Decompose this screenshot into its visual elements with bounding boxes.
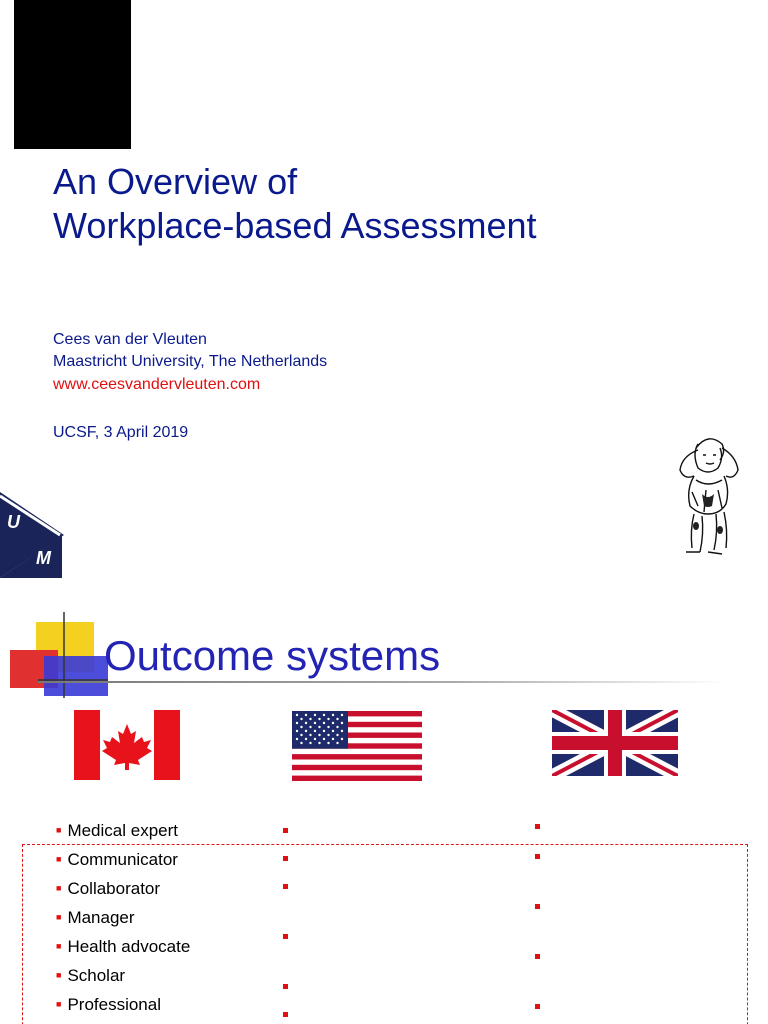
usa-bullet (283, 856, 288, 861)
list-item: ■ Medical expert (56, 821, 178, 840)
logo-letter-m: M (36, 548, 51, 568)
list-item: ■ Communicator (56, 850, 178, 869)
uk-bullet (535, 954, 540, 959)
usa-bullet (283, 828, 288, 833)
title-decoration-icon (0, 590, 110, 700)
uk-bullet (535, 854, 540, 859)
outcome-systems-slide (0, 590, 768, 1024)
usa-bullet (283, 1012, 288, 1017)
affiliation: Maastricht University, The Netherlands (53, 353, 328, 370)
list-item: ■ Collaborator (56, 879, 161, 898)
website-link[interactable]: www.ceesvandervleuten.com (53, 376, 261, 393)
title-underline (38, 681, 728, 683)
list-item: ■ Professional (56, 995, 161, 1014)
um-logo-icon (0, 492, 64, 578)
list-item: ■ Manager (56, 908, 135, 927)
list-item: ■ Health advocate (56, 937, 191, 956)
slide-title: Outcome systems (104, 632, 441, 679)
black-block (14, 0, 131, 149)
usa-flag-icon (292, 711, 422, 781)
usa-bullet (283, 884, 288, 889)
slide-title (53, 160, 537, 248)
usa-bullet (283, 984, 288, 989)
cartoon-figure-icon (672, 430, 744, 560)
canada-flag-icon (74, 710, 180, 780)
uk-bullet (535, 904, 540, 909)
event-date: UCSF, 3 April 2019 (53, 424, 189, 441)
author-name: Cees van der Vleuten (53, 331, 207, 348)
uk-bullet (535, 1004, 540, 1009)
canada-competency-list (56, 816, 190, 1019)
usa-bullet (283, 934, 288, 939)
uk-bullet (535, 824, 540, 829)
uk-flag-icon (552, 710, 678, 776)
title-line-2: Workplace-based Assessment (53, 205, 537, 246)
logo-letter-u: U (7, 512, 20, 532)
list-item: ■ Scholar (56, 966, 126, 985)
title-line-1: An Overview of (53, 161, 298, 202)
